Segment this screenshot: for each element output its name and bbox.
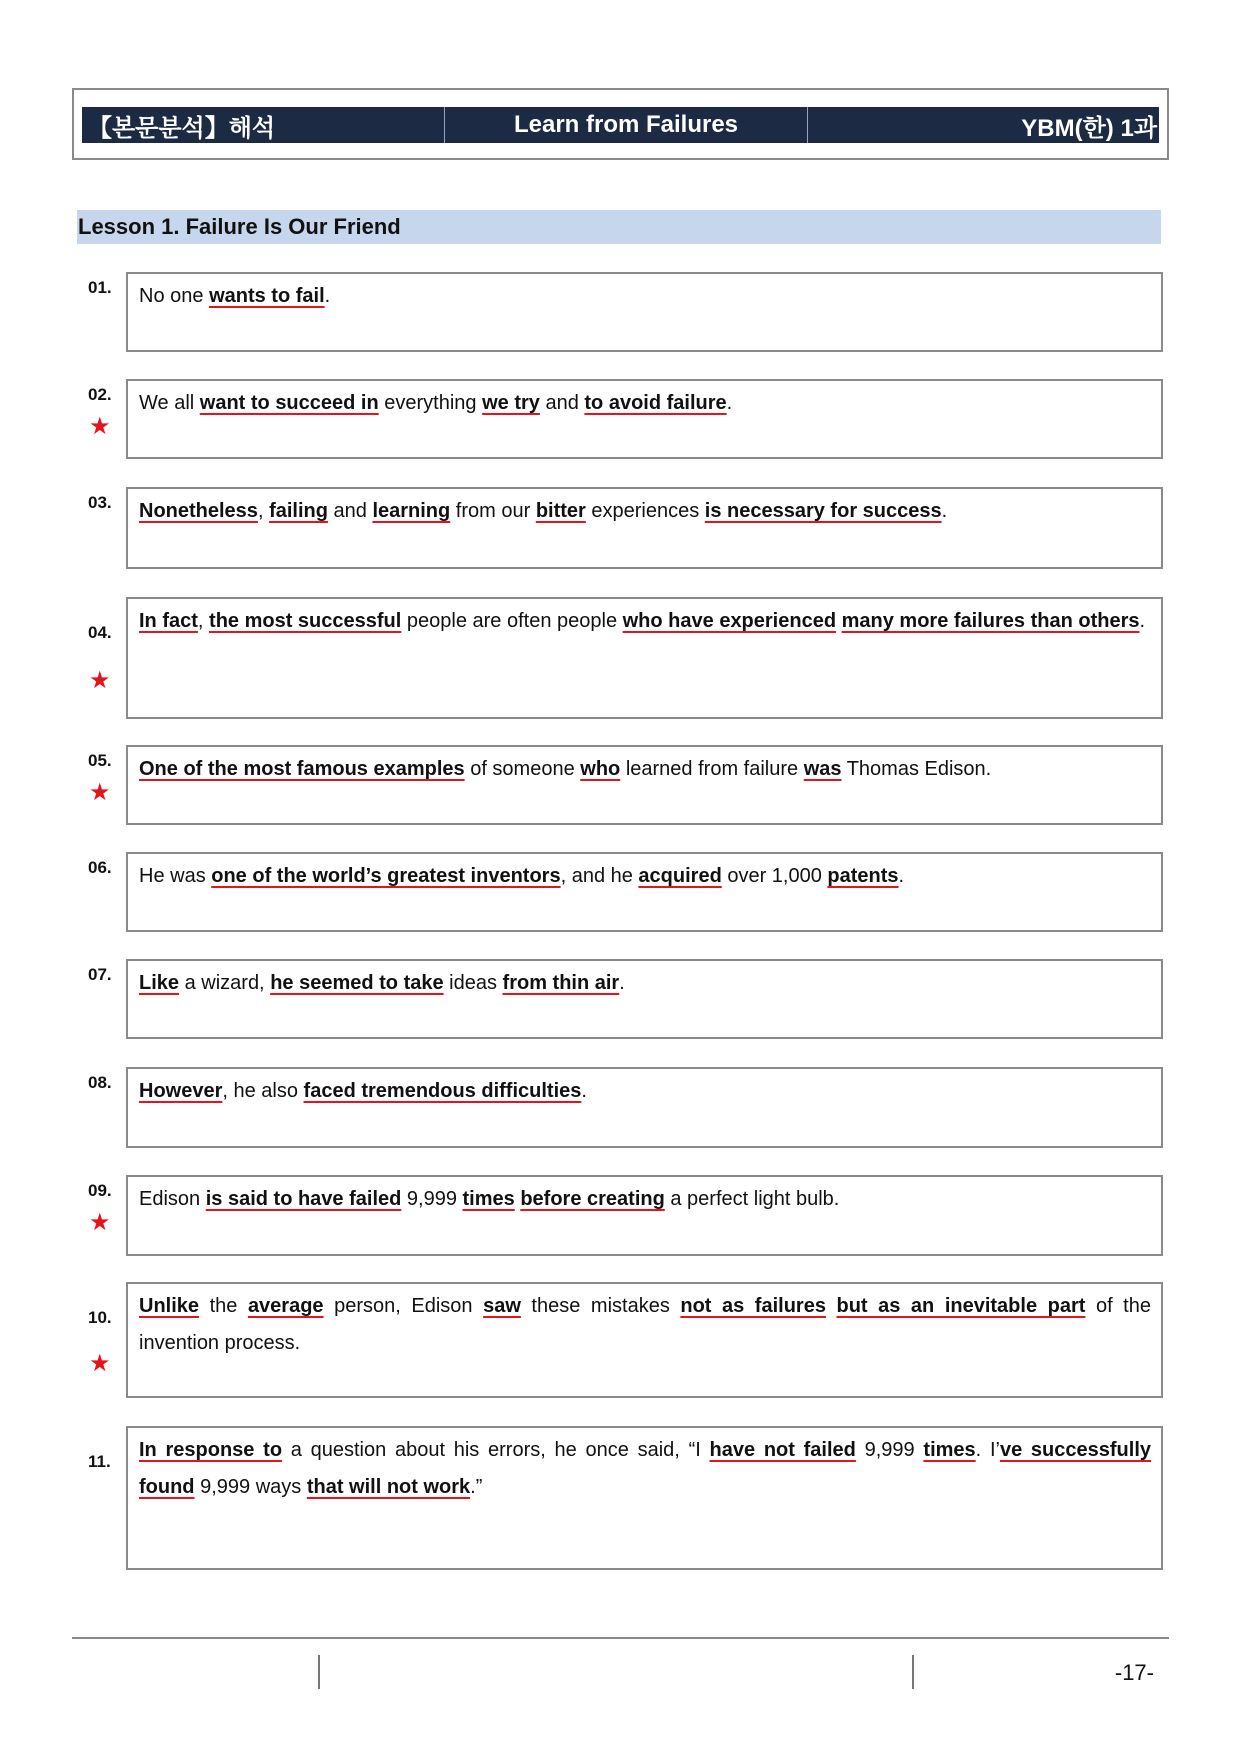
sentence-text: , he also	[222, 1080, 304, 1102]
key-phrase: not as failures	[680, 1295, 826, 1317]
header-section: 【본문분석】해석	[82, 107, 445, 143]
sentence-text: .	[619, 972, 625, 994]
sentence-box	[126, 597, 1163, 719]
key-phrase: acquired	[638, 865, 722, 887]
key-phrase: In response to	[139, 1439, 283, 1461]
sentence-box	[126, 1426, 1163, 1570]
sentence-box	[126, 1282, 1163, 1398]
sentence-text: a wizard,	[179, 972, 271, 994]
sentence-text: .	[324, 285, 331, 307]
sentence-box	[126, 852, 1163, 932]
sentence-number: 06.	[88, 858, 112, 877]
key-phrase: have not failed	[709, 1439, 856, 1461]
sentence-text: everything	[378, 392, 483, 414]
key-phrase: Like	[139, 972, 180, 994]
sentence-text: over 1,000	[721, 865, 828, 887]
footer-separator	[318, 1655, 320, 1689]
footer-separator	[912, 1655, 914, 1689]
key-phrase: learning	[372, 500, 451, 522]
key-phrase: before creating	[520, 1188, 665, 1210]
sentence-text: .	[726, 392, 733, 414]
sentence-text	[826, 1295, 837, 1317]
key-phrase: In fact	[139, 610, 198, 632]
key-phrase: was	[803, 758, 842, 780]
sentence-text: 9,999 ways	[194, 1476, 307, 1498]
key-phrase: wants to fail	[209, 285, 325, 307]
sentence-number: 02.	[88, 385, 112, 404]
key-phrase: from thin air	[502, 972, 620, 994]
key-phrase: times	[462, 1188, 515, 1210]
sentence-text: .	[898, 865, 905, 887]
sentence-text: and	[327, 500, 373, 522]
sentence-text: , and he	[560, 865, 639, 887]
star-icon: ★	[89, 1209, 111, 1236]
sentence-text: 9,999	[855, 1439, 924, 1461]
sentence-number: 11.	[88, 1452, 111, 1471]
star-icon: ★	[89, 413, 111, 440]
sentence-text: experiences	[585, 500, 705, 522]
page-header	[72, 88, 1169, 160]
page-number: -17-	[1114, 1660, 1154, 1685]
sentence-number: 04.	[88, 623, 112, 642]
key-phrase: want to succeed in	[199, 392, 379, 414]
key-phrase: is said to have failed	[205, 1188, 402, 1210]
sentence-box	[126, 272, 1163, 352]
sentence-text: We all	[139, 392, 200, 414]
sentence-box	[126, 379, 1163, 459]
sentence-number: 10.	[88, 1308, 112, 1327]
key-phrase: However	[139, 1080, 223, 1102]
key-phrase: is necessary for success	[704, 500, 942, 522]
key-phrase: the most successful	[209, 610, 402, 632]
key-phrase: who	[580, 758, 621, 780]
key-phrase: faced tremendous difficulties	[303, 1080, 582, 1102]
key-phrase: ve successfully found	[139, 1439, 1151, 1498]
sentence-text: No one	[139, 285, 210, 307]
sentence-text: of someone	[464, 758, 581, 780]
sentence-number: 05.	[88, 751, 112, 770]
sentence-number: 07.	[88, 965, 112, 984]
sentence-text: the	[199, 1295, 248, 1317]
star-icon: ★	[89, 779, 111, 806]
sentence-number: 08.	[88, 1073, 112, 1092]
key-phrase: one of the world’s greatest inventors	[211, 865, 561, 887]
sentence-text: .	[581, 1080, 587, 1102]
sentence-box	[126, 959, 1163, 1039]
sentence-text: and	[539, 392, 585, 414]
star-icon: ★	[89, 1350, 111, 1377]
sentence-text: He was	[139, 865, 212, 887]
header-bar	[82, 107, 1159, 143]
sentence-text: .”	[470, 1476, 483, 1498]
sentence-text: Thomas Edison.	[841, 758, 992, 780]
key-phrase: we try	[482, 392, 540, 414]
key-phrase: many more failures than others	[841, 610, 1140, 632]
sentence-text: ideas	[443, 972, 503, 994]
sentence-text: person, Edison	[323, 1295, 484, 1317]
sentence-text: . I’	[975, 1439, 1000, 1461]
key-phrase: average	[247, 1295, 324, 1317]
sentence-text: learned from failure	[620, 758, 804, 780]
key-phrase: failing	[269, 500, 328, 522]
key-phrase: who have experienced	[622, 610, 837, 632]
key-phrase: saw	[483, 1295, 521, 1317]
sentence-box	[126, 1175, 1163, 1256]
sentence-text: a question about his errors, he once said, “I	[282, 1439, 710, 1461]
star-icon: ★	[89, 667, 111, 694]
sentence-text: of the invention process.	[139, 1295, 1151, 1354]
sentence-text: Edison	[139, 1188, 206, 1210]
key-phrase: he seemed to take	[270, 972, 444, 994]
sentence-text: 9,999	[401, 1188, 463, 1210]
key-phrase: bitter	[535, 500, 586, 522]
key-phrase: that will not work	[306, 1476, 471, 1498]
lesson-title: Lesson 1. Failure Is Our Friend	[77, 210, 1161, 244]
sentence-text: .	[941, 500, 948, 522]
sentence-box	[126, 1067, 1163, 1148]
key-phrase: Nonetheless	[139, 500, 258, 522]
sentence-text: people are often people	[401, 610, 623, 632]
sentence-text: .	[1139, 610, 1146, 632]
key-phrase: patents	[827, 865, 899, 887]
sentence-number: 03.	[88, 493, 112, 512]
key-phrase: but as an inevitable part	[836, 1295, 1086, 1317]
sentence-text: ,	[257, 500, 270, 522]
sentence-text: from our	[450, 500, 536, 522]
footer-divider	[72, 1637, 1169, 1639]
header-source: YBM(한) 1과	[1021, 114, 1157, 142]
sentence-text: ,	[197, 610, 210, 632]
key-phrase: Unlike	[139, 1295, 200, 1317]
key-phrase: times	[923, 1439, 976, 1461]
key-phrase: to avoid failure	[584, 392, 727, 414]
sentence-box	[126, 745, 1163, 825]
sentence-box	[126, 487, 1163, 569]
header-title: Learn from Failures	[445, 107, 808, 143]
sentence-number: 09.	[88, 1181, 112, 1200]
key-phrase: One of the most famous examples	[139, 758, 465, 780]
sentence-number: 01.	[88, 278, 112, 297]
sentence-text: these mistakes	[520, 1295, 681, 1317]
sentence-text: a perfect light bulb.	[664, 1188, 840, 1210]
